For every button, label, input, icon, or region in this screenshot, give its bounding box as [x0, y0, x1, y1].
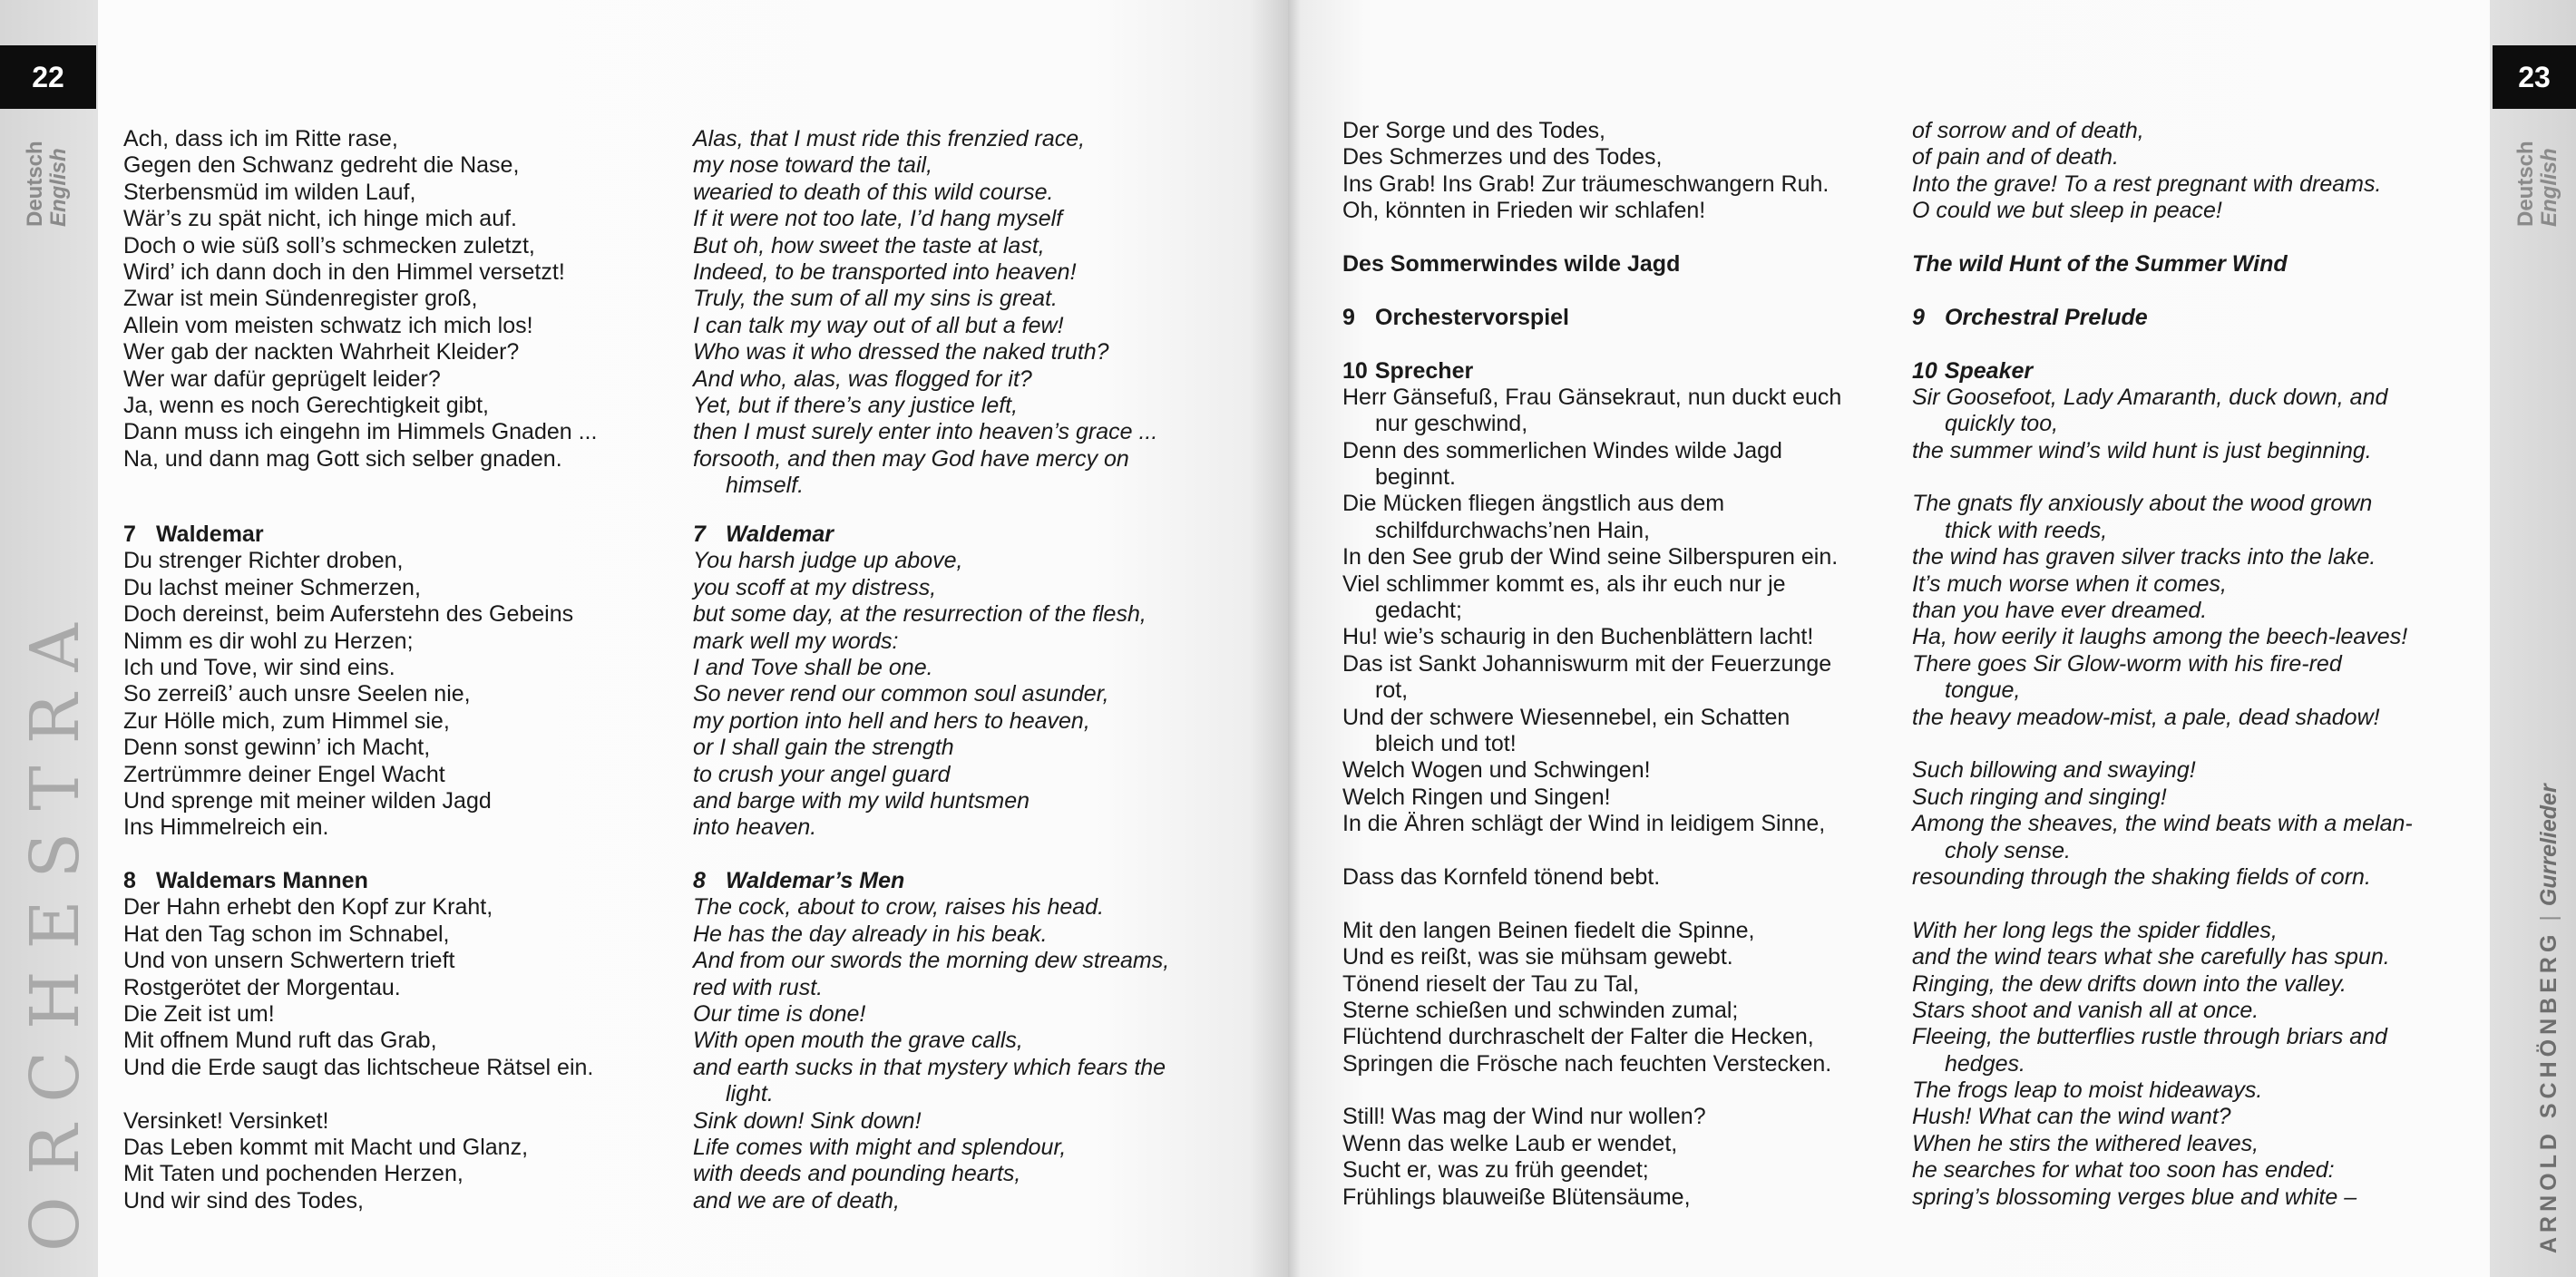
composer-name: ARNOLD SCHÖNBERG: [2536, 930, 2561, 1253]
verse-line: Mit offnem Mund ruft das Grab,: [123, 1028, 437, 1054]
section-heading: [123, 868, 593, 894]
verse-line: to crush your angel guard: [693, 761, 951, 787]
verse-line: bleich und tot!: [1375, 730, 1517, 756]
blank-line: [123, 842, 593, 868]
verse-line: quickly too,: [1945, 411, 2059, 437]
verse-line: schilfdurchwachs’nen Hain,: [1375, 517, 1650, 543]
verse-line: forsooth, and then may God have mercy on: [693, 445, 1129, 472]
verse-line: Doch o wie süß soll’s schmecken zuletzt,: [123, 232, 535, 258]
verse-line: he searches for what too soon has ended:: [1912, 1157, 2335, 1184]
stanza-block: [1912, 118, 2413, 1211]
verse-line: Fleeing, the butterflies rustle through briars and: [1912, 1024, 2387, 1050]
verse-line: the summer wind’s wild hunt is just beginning.: [1912, 437, 2372, 463]
verse-line: gedacht;: [1375, 598, 1462, 624]
verse-line: I and Tove shall be one.: [693, 654, 933, 680]
work-title: Gurrelieder: [2536, 784, 2561, 907]
verse-line: The frogs leap to moist hideaways.: [1912, 1077, 2263, 1104]
heading-text: Orchestervorspiel: [1375, 304, 1569, 330]
verse-line: With open mouth the grave calls,: [693, 1028, 1023, 1054]
verse-line: The gnats fly anxiously about the wood grown: [1912, 491, 2373, 517]
section-title-vertical: ORCHESTRA: [16, 601, 94, 1252]
verse-line: Wer gab der nackten Wahrheit Kleider?: [123, 339, 520, 366]
verse-line: spring’s blossoming verges blue and white –: [1912, 1184, 2357, 1210]
stanza-block: [693, 126, 1157, 499]
verse-line: I can talk my way out of all but a few!: [693, 312, 1064, 338]
verse-line: rot,: [1375, 677, 1409, 704]
heading-text: The wild Hunt of the Summer Wind: [1912, 250, 2288, 277]
verse-line: Hat den Tag schon im Schnabel,: [123, 921, 450, 947]
verse-line: Such billowing and swaying!: [1912, 757, 2196, 784]
verse-line: Oh, könnten in Frieden wir schlafen!: [1342, 198, 1706, 224]
track-number: 8: [693, 868, 706, 894]
verse-line: but some day, at the resurrection of the flesh,: [693, 601, 1147, 628]
verse-line: my portion into hell and hers to heaven,: [693, 707, 1090, 734]
stanza-block: [123, 522, 593, 1214]
verse-line: But oh, how sweet the taste at last,: [693, 232, 1045, 258]
verse-line: himself.: [726, 473, 805, 499]
verse-line: And who, alas, was flogged for it?: [693, 366, 1032, 392]
verse-line: Ach, dass ich im Ritte rase,: [123, 126, 398, 151]
verse-line: Die Mücken fliegen ängstlich aus dem: [1342, 491, 1725, 517]
section-heading: [1912, 358, 2413, 385]
verse-line: and the wind tears what she carefully has spun.: [1912, 944, 2390, 970]
booklet-page-23: [1288, 0, 2576, 1277]
verse-line: Who was it who dressed the naked truth?: [693, 339, 1109, 366]
heading-text: Waldemars Mannen: [156, 868, 368, 894]
verse-line: Und es reißt, was sie mühsam gewebt.: [1342, 944, 1733, 970]
verse-line: Ins Grab! Ins Grab! Zur träumeschwangern Ruh.: [1342, 171, 1830, 197]
verse-line: When he stirs the withered leaves,: [1912, 1130, 2259, 1156]
verse-line: Du lachst meiner Schmerzen,: [123, 574, 421, 600]
verse-line: Our time is done!: [693, 1001, 866, 1028]
language-label-de: Deutsch: [2513, 141, 2538, 227]
blank-line: [1342, 838, 1841, 864]
verse-line: Nimm es dir wohl zu Herzen;: [123, 628, 414, 654]
verse-line: Truly, the sum of all my sins is great.: [693, 286, 1058, 312]
verse-line: Mit Taten und pochenden Herzen,: [123, 1161, 463, 1187]
verse-line: Sterne schießen und schwinden zumal;: [1342, 997, 1739, 1023]
verse-line: Der Hahn erhebt den Kopf zur Kraht,: [123, 894, 493, 921]
heading-text: Orchestral Prelude: [1945, 304, 2148, 330]
verse-line: Dann muss ich eingehn im Himmels Gnaden ...: [123, 419, 598, 445]
verse-line: Still! Was mag der Wind nur wollen?: [1342, 1104, 1706, 1130]
section-heading: [1342, 358, 1841, 385]
verse-line: Mit den langen Beinen fiedelt die Spinne,: [1342, 917, 1755, 943]
heading-text: Des Sommerwindes wilde Jagd: [1342, 250, 1681, 277]
verse-line: Into the grave! To a rest pregnant with dreams.: [1912, 171, 2382, 197]
page-number: 23: [2493, 45, 2576, 109]
verse-line: Zur Hölle mich, zum Himmel sie,: [123, 707, 450, 734]
blank-line: [1912, 331, 2413, 357]
verse-line: thick with reeds,: [1945, 517, 2108, 543]
verse-line: Flüchtend durchraschelt der Falter die Hecken,: [1342, 1024, 1814, 1050]
verse-line: light.: [726, 1081, 774, 1107]
verse-line: Und wir sind des Todes,: [123, 1187, 364, 1214]
verse-line: Denn sonst gewinn’ ich Macht,: [123, 735, 431, 761]
blank-line: [1912, 278, 2413, 304]
blank-line: [1912, 464, 2413, 491]
verse-line: mark well my words:: [693, 628, 899, 654]
stanza-block: [123, 126, 597, 473]
verse-line: wearied to death of this wild course.: [693, 179, 1054, 205]
verse-line: So zerreiß’ auch unsre Seelen nie,: [123, 681, 471, 707]
verse-line: Springen die Frösche nach feuchten Verstecken.: [1342, 1050, 1832, 1077]
verse-line: Zertrümmre deiner Engel Wacht: [123, 761, 445, 787]
language-label-en: English: [2537, 148, 2561, 227]
section-heading: [1342, 305, 1841, 331]
blank-line: [1912, 891, 2413, 917]
verse-line: Und der schwere Wiesennebel, ein Schatten: [1342, 704, 1791, 730]
verse-line: You harsh judge up above,: [693, 548, 963, 574]
verse-line: Versinket! Versinket!: [123, 1107, 329, 1134]
blank-line: [1912, 225, 2413, 251]
verse-line: Ins Himmelreich ein.: [123, 814, 329, 841]
verse-line: There goes Sir Glow-worm with his fire-red: [1912, 650, 2342, 677]
verse-line: Die Zeit ist um!: [123, 1001, 275, 1028]
verse-line: the heavy meadow-mist, a pale, dead shadow!: [1912, 704, 2380, 730]
verse-line: Ha, how eerily it laughs among the beech-leaves!: [1912, 624, 2408, 650]
verse-line: Gegen den Schwanz gedreht die Nase,: [123, 152, 520, 179]
verse-line: or I shall gain the strength: [693, 735, 954, 761]
verse-line: The cock, about to crow, raises his head.: [693, 894, 1105, 921]
section-heading: [693, 522, 1169, 548]
heading-text: Waldemar: [726, 522, 834, 547]
verse-line: Dass das Kornfeld tönend bebt.: [1342, 863, 1661, 890]
verse-line: the wind has graven silver tracks into the lake.: [1912, 544, 2376, 570]
verse-line: resounding through the shaking fields of corn.: [1912, 863, 2371, 890]
verse-line: Sterbensmüd im wilden Lauf,: [123, 179, 416, 205]
verse-line: Welch Ringen und Singen!: [1342, 784, 1611, 810]
verse-line: my nose toward the tail,: [693, 152, 933, 179]
verse-line: Herr Gänsefuß, Frau Gänsekraut, nun duckt euch: [1342, 384, 1842, 410]
verse-line: Sink down! Sink down!: [693, 1107, 922, 1134]
verse-line: Und sprenge mit meiner wilden Jagd: [123, 787, 492, 814]
heading-text: Speaker: [1944, 357, 2034, 384]
verse-line: of pain and of death.: [1912, 144, 2119, 171]
blank-line: [1342, 278, 1841, 304]
verse-line: Viel schlimmer kommt es, als ihr euch nur je: [1342, 570, 1786, 597]
verse-line: you scoff at my distress,: [693, 574, 937, 600]
verse-line: Among the sheaves, the wind beats with a melan-: [1912, 811, 2413, 837]
stanza-block: [693, 522, 1169, 1214]
verse-line: Wer war dafür geprügelt leider?: [123, 366, 441, 392]
heading-text: Sprecher: [1374, 357, 1474, 384]
blank-line: [1342, 225, 1841, 251]
verse-line: Doch dereinst, beim Auferstehn des Gebeins: [123, 601, 574, 628]
verse-line: Du strenger Richter droben,: [123, 548, 404, 574]
verse-line: Yet, but if there’s any justice left,: [693, 392, 1019, 418]
blank-line: [1912, 731, 2413, 757]
track-number: 9: [1342, 304, 1355, 330]
verse-line: Ringing, the dew drifts down into the valley.: [1912, 970, 2347, 997]
verse-line: tongue,: [1945, 677, 2021, 704]
work-credit-vertical: [2536, 784, 2562, 1253]
verse-line: Frühlings blauweiße Blütensäume,: [1342, 1184, 1691, 1210]
verse-line: Der Sorge und des Todes,: [1342, 118, 1606, 143]
verse-line: Na, und dann mag Gott sich selber gnaden.: [123, 445, 562, 472]
track-number: 10: [1342, 357, 1368, 384]
verse-line: O could we but sleep in peace!: [1912, 198, 2222, 224]
verse-line: then I must surely enter into heaven’s grace ...: [693, 419, 1158, 445]
verse-line: If it were not too late, I’d hang myself: [693, 206, 1063, 232]
section-heading: [1912, 251, 2413, 278]
language-label: [24, 141, 71, 227]
heading-text: Waldemar’s Men: [726, 868, 905, 894]
language-label-en: English: [46, 148, 71, 227]
blank-line: [693, 842, 1169, 868]
verse-line: and barge with my wild huntsmen: [693, 787, 1030, 814]
verse-line: red with rust.: [693, 974, 824, 1000]
verse-line: So never rend our common soul asunder,: [693, 681, 1109, 707]
verse-line: Das Leben kommt mit Macht und Glanz,: [123, 1134, 529, 1160]
section-heading: [693, 868, 1169, 894]
verse-line: Hush! What can the wind want?: [1912, 1104, 2231, 1130]
verse-line: Sir Goosefoot, Lady Amaranth, duck down, and: [1912, 384, 2388, 410]
stanza-block: [1342, 118, 1841, 1211]
verse-line: and earth sucks in that mystery which fears the: [693, 1054, 1166, 1080]
track-number: 9: [1912, 304, 1925, 330]
blank-line: [1342, 891, 1841, 917]
verse-line: Allein vom meisten schwatz ich mich los!: [123, 312, 533, 338]
verse-line: than you have ever dreamed.: [1912, 598, 2208, 624]
section-heading: [1912, 305, 2413, 331]
track-number: 8: [123, 868, 136, 894]
verse-line: Des Schmerzes und des Todes,: [1342, 144, 1663, 171]
verse-line: In den See grub der Wind seine Silberspuren ein.: [1342, 544, 1839, 570]
verse-line: Rostgerötet der Morgentau.: [123, 974, 401, 1000]
verse-line: nur geschwind,: [1375, 411, 1528, 437]
verse-line: of sorrow and of death,: [1912, 118, 2144, 143]
language-label: [2513, 141, 2561, 227]
verse-line: Zwar ist mein Sündenregister groß,: [123, 286, 478, 312]
verse-line: Wird’ ich dann doch in den Himmel versetzt!: [123, 258, 565, 285]
verse-line: into heaven.: [693, 814, 817, 841]
verse-line: Denn des sommerlichen Windes wilde Jagd: [1342, 437, 1782, 463]
verse-line: With her long legs the spider fiddles,: [1912, 917, 2278, 943]
verse-line: hedges.: [1945, 1050, 2025, 1077]
verse-line: beginnt.: [1375, 464, 1456, 491]
verse-line: Das ist Sankt Johanniswurm mit der Feuerzunge: [1342, 650, 1832, 677]
language-label-de: Deutsch: [23, 141, 47, 227]
verse-line: Life comes with might and splendour,: [693, 1134, 1067, 1160]
verse-line: and we are of death,: [693, 1187, 900, 1214]
track-number: 7: [693, 522, 706, 547]
blank-line: [1342, 331, 1841, 357]
track-number: 7: [123, 522, 136, 547]
blank-line: [123, 1081, 593, 1107]
verse-line: Wär’s zu spät nicht, ich hinge mich auf.: [123, 206, 517, 232]
verse-line: with deeds and pounding hearts,: [693, 1161, 1021, 1187]
verse-line: It’s much worse when it comes,: [1912, 570, 2227, 597]
verse-line: And from our swords the morning dew streams,: [693, 948, 1170, 974]
heading-text: Waldemar: [156, 522, 264, 547]
verse-line: In die Ähren schlägt der Wind in leidigem Sinne,: [1342, 811, 1826, 837]
blank-line: [1342, 1077, 1841, 1104]
verse-line: He has the day already in his beak.: [693, 921, 1048, 947]
verse-line: Stars shoot and vanish all at once.: [1912, 997, 2259, 1023]
section-heading: [1342, 251, 1841, 278]
verse-line: Und die Erde saugt das lichtscheue Rätsel ein.: [123, 1054, 594, 1080]
verse-line: Wenn das welke Laub er wendet,: [1342, 1130, 1678, 1156]
page-number: 22: [0, 45, 96, 109]
section-heading: [123, 522, 593, 548]
verse-line: Such ringing and singing!: [1912, 784, 2167, 810]
verse-line: Indeed, to be transported into heaven!: [693, 258, 1077, 285]
verse-line: Ich und Tove, wir sind eins.: [123, 654, 395, 680]
verse-line: Sucht er, was zu früh geendet;: [1342, 1157, 1649, 1184]
verse-line: Hu! wie’s schaurig in den Buchenblättern lacht!: [1342, 624, 1814, 650]
credit-separator: |: [2536, 915, 2561, 921]
verse-line: choly sense.: [1945, 837, 2071, 863]
verse-line: Und von unsern Schwertern trieft: [123, 948, 455, 974]
track-number: 10: [1912, 357, 1937, 384]
verse-line: Welch Wogen und Schwingen!: [1342, 757, 1651, 784]
verse-line: Ja, wenn es noch Gerechtigkeit gibt,: [123, 392, 490, 418]
verse-line: Tönend rieselt der Tau zu Tal,: [1342, 970, 1640, 997]
verse-line: Alas, that I must ride this frenzied race,: [693, 126, 1086, 151]
